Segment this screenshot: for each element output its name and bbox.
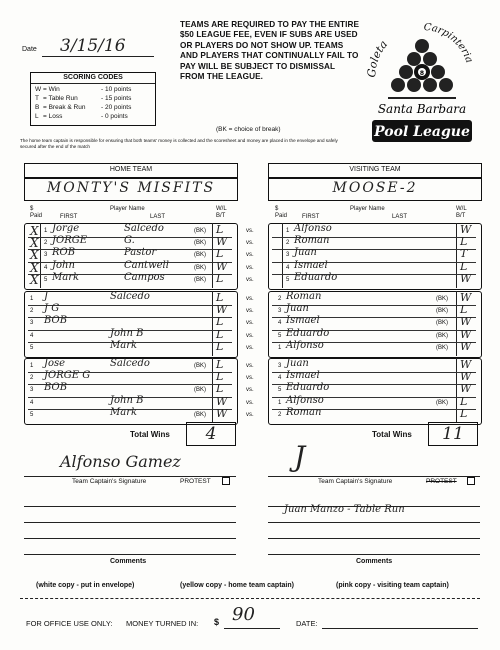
home-result: L [216,223,224,236]
visit-seat-number: 1 [278,344,282,351]
logo-arc-left: Goleta [365,37,391,78]
visit-player-first: Eduardo [286,382,330,394]
scoring-code-points: - 10 points [101,86,132,93]
home-result: W [216,259,228,273]
visit-result: L [460,303,468,317]
visit-bk-label: (BK) [436,332,448,339]
visit-seat-number: 3 [286,252,290,259]
home-seat-number: 2 [44,240,48,247]
visit-result: W [460,370,472,384]
vs-label: vs. [246,363,254,369]
home-signature: Alfonso Gamez [60,452,181,471]
home-result: L [216,382,224,396]
home-seat-number: 1 [30,363,34,369]
white-copy-note: (white copy - put in envelope) [36,582,135,589]
visit-comment-text: Juan Manzo - Table Run [284,504,405,515]
home-player-first: John [52,259,75,271]
scoring-title: SCORING CODES [63,74,123,81]
home-result: L [216,315,224,329]
visit-seat-number: 5 [278,387,282,394]
visiting-team-name-box [268,177,482,201]
visit-signature: J [294,440,306,473]
home-total-value: 4 [205,424,217,444]
scoring-code-points: - 15 points [101,95,132,102]
home-seat-number: 3 [44,252,48,259]
home-seat-number: 4 [30,399,34,406]
visit-player-first: Roman [286,291,322,302]
home-total-box [186,422,236,446]
home-col-paid: $ Paid [30,206,43,219]
home-protest-label: PROTEST [180,478,211,485]
home-team-name-box [24,177,238,201]
vs-label: vs. [246,332,254,339]
logo-eight: 8 [419,70,425,77]
visit-total-value: 11 [442,424,464,444]
visit-player-first: Eduardo [294,271,338,283]
visit-col-paid: $ Paid [275,206,288,219]
home-bk-label: (BK) [194,252,206,259]
home-team-label: HOME TEAM [109,166,153,173]
home-bk-label: (BK) [194,363,206,369]
home-seat-number: 2 [30,308,34,315]
home-protest-checkbox[interactable] [222,477,230,485]
visit-result: W [460,327,472,341]
vs-label: vs. [246,240,254,247]
home-player-first: JORGE [52,235,88,247]
scoring-code-name: = Table Run [43,95,78,102]
visit-seat-number: 5 [278,332,282,339]
visit-player-first: Ismael [286,370,320,382]
home-player-last: Pastor [124,247,157,259]
logo-city: Santa Barbara [377,102,467,116]
visit-seat-number: 2 [286,240,290,247]
visit-result: W [460,315,472,329]
home-player-last: John B [110,327,144,339]
home-player-last: Cantwell [124,259,169,271]
home-bk-label: (BK) [194,264,206,271]
visit-seat-number: 1 [278,399,282,406]
home-result: L [216,370,224,384]
home-player-last: Salcedo [110,291,150,302]
visit-seat-number: 4 [286,264,290,271]
yellow-copy-note: (yellow copy - home team captain) [180,582,294,589]
visit-player-first: Juan [286,358,309,369]
vs-label: vs. [246,252,254,259]
visit-seat-number: 3 [278,363,282,369]
visit-seat-number: 4 [278,375,282,382]
home-seat-number: 3 [30,320,34,327]
home-seat-number: 3 [30,387,34,394]
ball-rack-icon [388,39,456,98]
visit-total-box [428,422,478,446]
visit-col-first: FIRST [302,214,320,220]
home-player-first: Mark [52,271,80,283]
home-player-last: Mark [110,406,138,418]
league-logo [358,12,486,152]
scoring-code-points: - 20 points [101,104,132,111]
scoring-code-row [35,95,151,104]
visit-result: L [460,406,468,420]
home-player-last: Salcedo [110,358,150,369]
visit-player-first: Alfonso [286,339,324,351]
vs-label: vs. [246,276,254,283]
visit-player-first: Eduardo [286,327,330,339]
scoring-code-code: T [35,95,39,102]
visit-total-label: Total Wins [372,430,412,439]
visit-col-player: Player Name [350,206,385,212]
captain-note: The home team captain is responsible for ensuring that both teams' money is collected and the scoresheet and money are placed in the envelope and safely secured after the end of the match [20,138,338,149]
home-seat-number: 1 [44,228,48,234]
home-comments-label: Comments [110,558,147,565]
visit-seat-number: 2 [278,296,282,302]
visit-result: L [460,394,468,408]
visit-player-first: Roman [294,235,330,247]
scoring-code-code: B [35,104,40,111]
home-seat-number: 2 [30,375,34,382]
visit-player-first: Alfonso [294,223,332,234]
scoring-code-name: = Break & Run [43,104,86,111]
home-player-last: Campos [124,271,165,283]
home-result: L [216,339,224,353]
money-value: 90 [232,604,255,625]
visit-result: W [460,358,472,371]
visit-player-first: Roman [286,406,322,418]
visit-result: T [460,247,468,261]
scoring-code-row [35,86,151,95]
home-player-last: Salcedo [124,223,164,234]
home-paid-mark: X [30,260,39,275]
home-player-last: Mark [110,339,138,351]
scoring-code-name: = Win [43,86,60,93]
vs-label: vs. [246,375,254,382]
date-label: Date [22,46,37,53]
home-bk-label: (BK) [194,411,206,418]
visit-comments-label: Comments [356,558,393,565]
visit-col-wl: W/L B/T [456,206,467,219]
visiting-team-name: MOOSE-2 [332,180,418,196]
visit-player-first: Ismael [294,259,328,271]
home-bk-label: (BK) [194,387,206,394]
home-col-player: Player Name [110,206,145,212]
home-player-first: J G [44,303,60,315]
home-seat-number: 4 [44,264,48,271]
visit-result: L [460,235,468,249]
home-col-last: LAST [150,214,166,220]
home-team-name: MONTY'S MISFITS [46,180,216,196]
home-result: L [216,271,224,285]
dollar-sign: $ [214,617,220,627]
home-paid-mark: X [30,236,39,251]
scoring-code-code: W [35,86,42,93]
vs-label: vs. [246,308,254,315]
visit-result: W [460,271,472,285]
home-player-first: Jose [44,358,66,369]
home-result: W [216,394,228,408]
vs-label: vs. [246,411,254,418]
visit-bk-label: (BK) [436,344,448,351]
vs-label: vs. [246,320,254,327]
home-bk-label: (BK) [194,276,206,283]
visit-result: L [460,259,468,273]
visit-seat-number: 4 [278,320,282,327]
visit-seat-number: 3 [278,308,282,315]
home-bk-label: (BK) [194,240,206,247]
visit-col-last: LAST [392,214,408,220]
vs-label: vs. [246,264,254,271]
visit-seat-number: 1 [286,228,290,234]
scoring-code-code: L [35,113,39,120]
vs-label: vs. [246,296,254,302]
visit-protest-checkbox[interactable] [467,477,475,485]
home-paid-mark: X [30,224,39,238]
home-result: L [216,247,224,261]
home-paid-mark: X [30,248,39,263]
home-player-last: John B [110,394,144,406]
scoring-codes-box [30,72,156,126]
logo-arc-right: Carpinteria [423,21,475,65]
home-result: W [216,406,228,420]
bk-note: (BK = choice of break) [216,126,281,133]
visit-player-first: Ismael [286,315,320,327]
home-player-first: BOB [44,382,68,394]
visit-result: W [460,223,472,236]
home-result: L [216,327,224,341]
vs-label: vs. [246,228,254,234]
visit-bk-label: (BK) [436,320,448,327]
home-bk-label: (BK) [194,228,206,234]
home-result: W [216,235,228,249]
visit-bk-label: (BK) [436,296,448,302]
visit-player-first: Juan [294,247,317,259]
pink-copy-note: (pink copy - visiting team captain) [336,582,449,589]
visit-bk-label: (BK) [436,308,448,315]
visit-result: W [460,291,472,304]
home-player-first: JORGE G [44,370,91,382]
home-player-first: ROB [52,247,76,259]
vs-label: vs. [246,399,254,406]
home-result: L [216,358,224,371]
home-result: W [216,303,228,317]
home-seat-number: 1 [30,296,34,302]
scoring-code-points: - 0 points [101,113,128,120]
visit-player-first: Juan [286,303,309,315]
scoring-code-name: = Loss [43,113,63,120]
home-col-wl: W/L B/T [216,206,227,219]
visit-seat-number: 2 [278,411,282,418]
logo-banner: Pool League [374,124,470,140]
date-value: 3/15/16 [60,36,126,56]
vs-label: vs. [246,344,254,351]
home-total-label: Total Wins [130,430,170,439]
visit-sig-label: Team Captain's Signature [318,478,393,485]
home-player-last: G. [124,235,135,247]
home-paid-mark: X [30,272,39,287]
scoring-code-row [35,104,151,113]
home-seat-number: 5 [44,276,48,283]
home-sig-label: Team Captain's Signature [72,478,147,485]
home-seat-number: 4 [30,332,34,339]
visit-seat-number: 5 [286,276,290,283]
visiting-team-label: VISITING TEAM [349,166,401,173]
home-col-first: FIRST [60,214,78,220]
visit-protest-label: PROTEST [426,478,457,485]
visit-result: W [460,382,472,396]
home-player-first: Jorge [52,223,80,234]
office-use-label: FOR OFFICE USE ONLY: [26,619,113,628]
home-seat-number: 5 [30,411,34,418]
league-notice: TEAMS ARE REQUIRED TO PAY THE ENTIRE $50 LEAGUE FEE, EVEN IF SUBS ARE USED OR PLAYERS DO NOT SHOW UP. TEAMS AND PLAYERS THAT CONTINUALLY FAIL TO PAY WILL BE SUBJECT TO DISMISSAL FROM THE LEAGUE. [180,20,360,82]
visit-bk-label: (BK) [436,399,448,406]
visit-player-first: Alfonso [286,394,324,406]
vs-label: vs. [246,387,254,394]
visit-result: W [460,339,472,353]
office-date-label: DATE: [296,619,318,628]
home-seat-number: 5 [30,344,34,351]
money-label: MONEY TURNED IN: [126,619,199,628]
svg-text:Goleta [365,38,390,78]
home-player-first: J [44,291,49,302]
home-result: L [216,291,224,304]
home-player-first: BOB [44,315,68,327]
scoring-code-row [35,113,151,122]
